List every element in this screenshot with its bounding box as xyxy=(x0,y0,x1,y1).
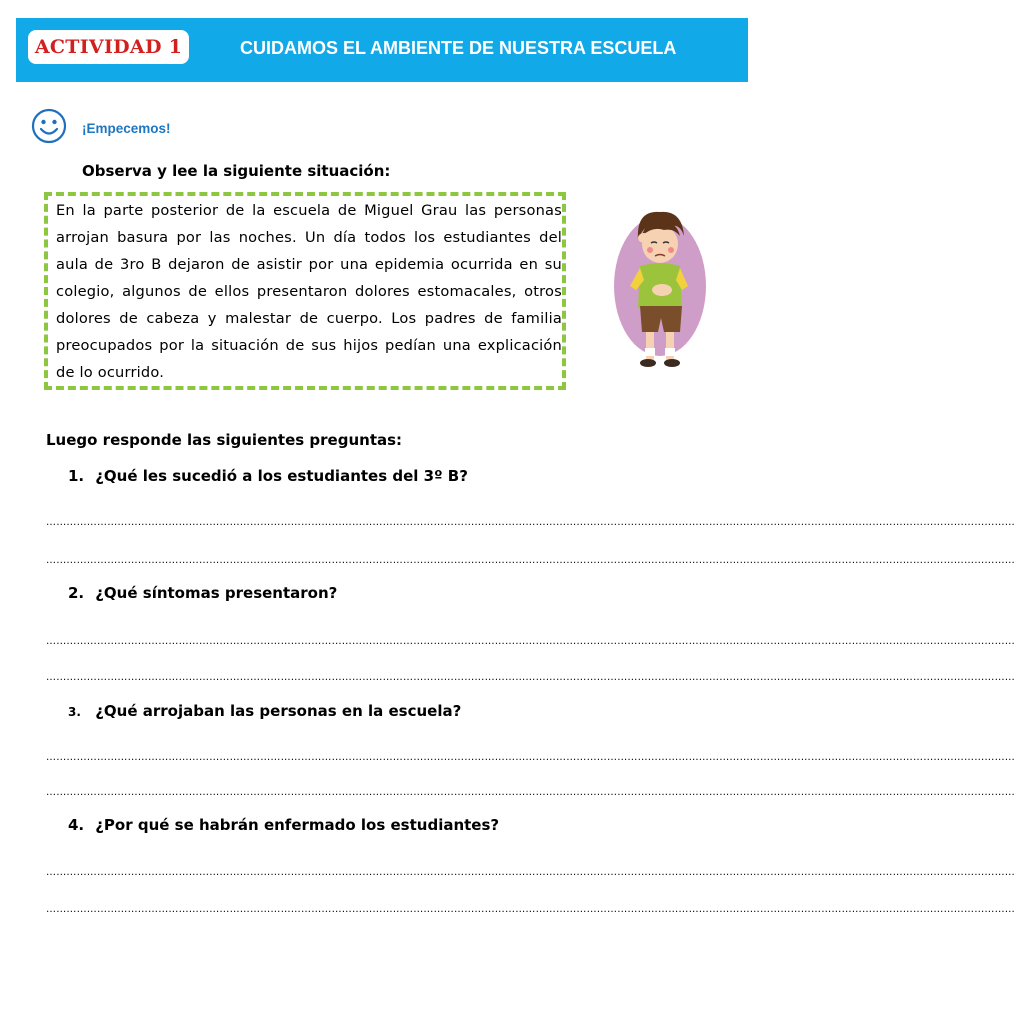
activity-badge: ACTIVIDAD 1 xyxy=(28,30,189,64)
question-number: 4. xyxy=(68,816,85,834)
question-3 xyxy=(68,702,461,720)
question-4 xyxy=(68,816,499,834)
question-number: 3. xyxy=(68,705,81,719)
smiley-icon xyxy=(30,107,68,145)
question-text: ¿Por qué se habrán enfermado los estudiantes? xyxy=(95,816,500,834)
question-1 xyxy=(68,467,468,485)
question-2 xyxy=(68,584,337,602)
answer-line-3b[interactable]: …………………………………………………………………………………………………………………………………………………………………………………………………………………………………………………………… xyxy=(46,787,1015,798)
sick-child-illustration xyxy=(600,190,728,390)
answer-line-1b[interactable]: …………………………………………………………………………………………………………………………………………………………………………………………………………………………………………………………… xyxy=(46,555,1015,566)
answer-line-4a[interactable]: …………………………………………………………………………………………………………………………………………………………………………………………………………………………………………………………… xyxy=(46,867,1015,878)
questions-intro: Luego responde las siguientes preguntas: xyxy=(46,431,403,449)
answer-line-2b[interactable]: …………………………………………………………………………………………………………………………………………………………………………………………………………………………………………………………… xyxy=(46,672,1015,683)
answer-line-4b[interactable]: …………………………………………………………………………………………………………………………………………………………………………………………………………………………………………………………… xyxy=(46,904,1015,915)
answer-line-1a[interactable]: …………………………………………………………………………………………………………………………………………………………………………………………………………………………………………………………… xyxy=(46,517,1015,528)
answer-line-2a[interactable]: …………………………………………………………………………………………………………………………………………………………………………………………………………………………………………………………… xyxy=(46,636,1015,647)
question-text: ¿Qué arrojaban las personas en la escuela? xyxy=(95,702,462,720)
question-number: 2. xyxy=(68,584,85,602)
question-text: ¿Qué les sucedió a los estudiantes del 3º B? xyxy=(95,467,468,485)
question-number: 1. xyxy=(68,467,85,485)
story-text: En la parte posterior de la escuela de Miguel Grau las personas arrojan basura por las noches. Un día todos los estudiantes del aula de 3ro B dejaron de asistir por una epidemia ocurrida en su colegio, algunos de ellos presentaron dolores estomacales, otros dolores de cabeza y malestar de cuerpo. Los padres de familia preocupados por la situación de sus hijos pedían una explicación de lo ocurrido. xyxy=(56,202,562,381)
start-label: ¡Empecemos! xyxy=(82,121,171,136)
reading-instruction: Observa y lee la siguiente situación: xyxy=(82,162,391,180)
answer-line-3a[interactable]: …………………………………………………………………………………………………………………………………………………………………………………………………………………………………………………………… xyxy=(46,752,1015,763)
activity-title: CUIDAMOS EL AMBIENTE DE NUESTRA ESCUELA xyxy=(240,38,677,58)
question-text: ¿Qué síntomas presentaron? xyxy=(95,584,338,602)
